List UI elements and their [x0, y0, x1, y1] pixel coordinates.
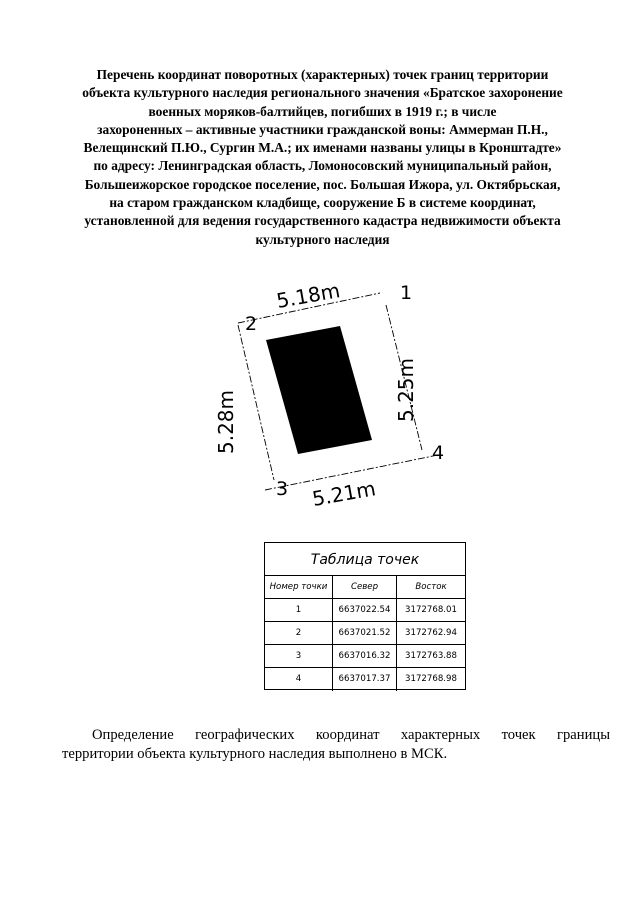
title-line: установленной для ведения государственного кадастра недвижимости объекта — [84, 213, 561, 229]
table-cell: 6637017.37 — [333, 668, 397, 691]
table-cell: 6637022.54 — [333, 599, 397, 622]
table-cell: 6637021.52 — [333, 622, 397, 645]
boundary-scheme — [200, 265, 460, 515]
title-line: объекта культурного наследия регионального значения «Братское захоронение — [82, 85, 563, 101]
points-table — [264, 542, 466, 690]
table-cell: 3 — [265, 645, 333, 668]
title-line: Перечень координат поворотных (характерных) точек границ территории — [96, 67, 549, 82]
point-label-2: 2 — [245, 313, 258, 335]
table-grid — [265, 576, 465, 691]
point-label-3: 3 — [276, 478, 289, 500]
table-cell: 2 — [265, 622, 333, 645]
table-cell: 3172762.94 — [397, 622, 465, 645]
column-header: Восток — [397, 576, 465, 599]
point-label-4: 4 — [432, 442, 445, 464]
document-title — [50, 66, 595, 249]
table-cell: 3172763.88 — [397, 645, 465, 668]
title-line: культурного наследия — [255, 231, 390, 247]
column-header: Север — [333, 576, 397, 599]
table-cell: 3172768.98 — [405, 674, 457, 684]
title-line: военных моряков-балтийцев, погибших в 1919 г.; в числе — [148, 103, 497, 119]
column-header: Номер точки — [265, 576, 333, 599]
footer-line: территории объекта культурного наследия выполнено в МСК. — [62, 746, 448, 762]
footer-line: Определение географических координат характерных точек границы — [92, 727, 610, 743]
point-label-1: 1 — [400, 282, 413, 304]
title-line: захороненных – активные участники гражданской воны: Аммерман П.Н., — [97, 121, 548, 137]
title-line: Большеижорское городское поселение, пос. Большая Ижора, ул. Октябрьская, — [84, 176, 561, 192]
monument-structure — [266, 326, 372, 454]
title-line: Велещинский П.Ю., Сургин М.А.; их именами названы улицы в Кронштадте» — [83, 140, 562, 156]
side-label-right: 5.25m — [394, 357, 418, 423]
table-title: Таблица точек — [265, 543, 465, 576]
side-label-bottom: 5.21m — [310, 476, 378, 511]
table-cell: 6637016.32 — [333, 645, 397, 668]
side-label-left: 5.28m — [214, 389, 238, 455]
title-line: на старом гражданском кладбище, сооружение Б в системе координат, — [109, 195, 536, 211]
side-label-top: 5.18m — [274, 278, 342, 313]
table-cell: 3172768.01 — [397, 599, 465, 622]
table-cell: 4 — [265, 668, 333, 691]
footer-paragraph — [62, 726, 610, 764]
title-line: по адресу: Ленинградская область, Ломоносовский муниципальный район, — [93, 158, 552, 174]
table-cell: 1 — [265, 599, 333, 622]
